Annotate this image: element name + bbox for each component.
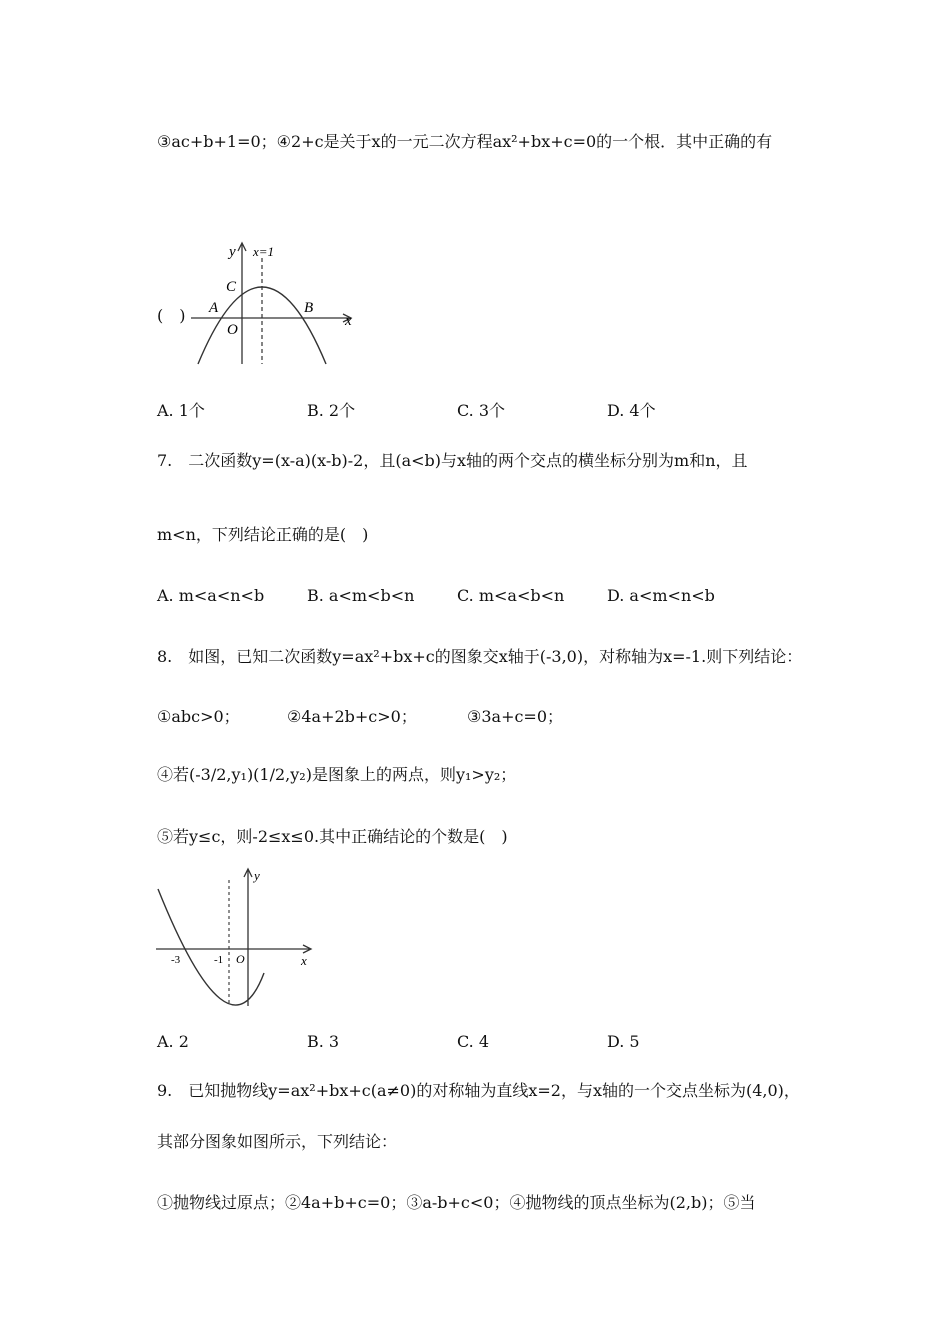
q7-option-c[interactable]: C. m<a<b<n <box>457 586 565 605</box>
q8-conclusion-2: ②4a+2b+c>0； <box>287 707 417 726</box>
q9-stem-line2: 其部分图象如图所示，下列结论： <box>157 1132 398 1151</box>
q8-option-d[interactable]: D. 5 <box>607 1032 640 1051</box>
q7-stem-line1: 7. 二次函数y=(x-a)(x-b)-2，且(a<b)与x轴的两个交点的横坐标分别为m和n，且 <box>157 451 748 470</box>
q7-option-d[interactable]: D. a<m<n<b <box>607 586 715 605</box>
q6-point-b: B <box>304 300 314 316</box>
q6-statement-line: ③ac+b+1=0；④2+c是关于x的一元二次方程ax²+bx+c=0的一个根．其中正确的有 <box>157 132 773 151</box>
q8-option-c[interactable]: C. 4 <box>457 1032 490 1051</box>
q8-tick-minus1: -1 <box>214 954 224 966</box>
q6-x-label: x <box>345 313 352 329</box>
q6-point-a: A <box>209 300 219 316</box>
q8-x-label: x <box>301 953 307 968</box>
q6-option-c[interactable]: C. 3个 <box>457 401 506 420</box>
q6-axis-label: x=1 <box>253 244 275 259</box>
q7-option-b[interactable]: B. a<m<b<n <box>307 586 415 605</box>
q6-option-a[interactable]: A. 1个 <box>157 401 205 420</box>
q6-point-c: C <box>226 279 237 295</box>
q8-conclusion-5: ⑤若y≤c，则-2≤x≤0.其中正确结论的个数是( ) <box>157 827 508 846</box>
q7-option-a[interactable]: A. m<a<n<b <box>157 586 265 605</box>
q8-conclusion-1: ①abc>0； <box>157 707 240 726</box>
q6-y-label: y <box>229 244 236 260</box>
q9-stem-line3: ①抛物线过原点；②4a+b+c=0；③a-b+c<0；④抛物线的顶点坐标为(2,b)；⑤当 <box>157 1193 756 1212</box>
q8-stem-line1: 8. 如图，已知二次函数y=ax²+bx+c的图象交x轴于(-3,0)，对称轴为x=-1.则下列结论： <box>157 647 803 666</box>
q8-tick-minus3: -3 <box>171 954 181 966</box>
q6-option-d[interactable]: D. 4个 <box>607 401 656 420</box>
q8-conclusion-4: ④若(-3/2,y₁)(1/2,y₂)是图象上的两点，则y₁>y₂； <box>157 765 517 784</box>
q8-conclusion-3: ③3a+c=0； <box>467 707 564 726</box>
q8-parabola-figure <box>152 866 322 1011</box>
q7-stem-line2: m<n，下列结论正确的是( ) <box>157 525 369 544</box>
q8-origin: O <box>236 952 245 966</box>
q6-answer-paren: ( ) <box>157 306 186 325</box>
q8-y-label: y <box>254 868 260 883</box>
q6-parabola-figure <box>185 238 370 368</box>
q6-option-b[interactable]: B. 2个 <box>307 401 356 420</box>
q8-option-b[interactable]: B. 3 <box>307 1032 340 1051</box>
q6-origin: O <box>227 322 238 338</box>
q9-stem-line1: 9. 已知抛物线y=ax²+bx+c(a≠0)的对称轴为直线x=2，与x轴的一个交点坐标为(4,0)， <box>157 1081 800 1100</box>
q8-option-a[interactable]: A. 2 <box>157 1032 189 1051</box>
